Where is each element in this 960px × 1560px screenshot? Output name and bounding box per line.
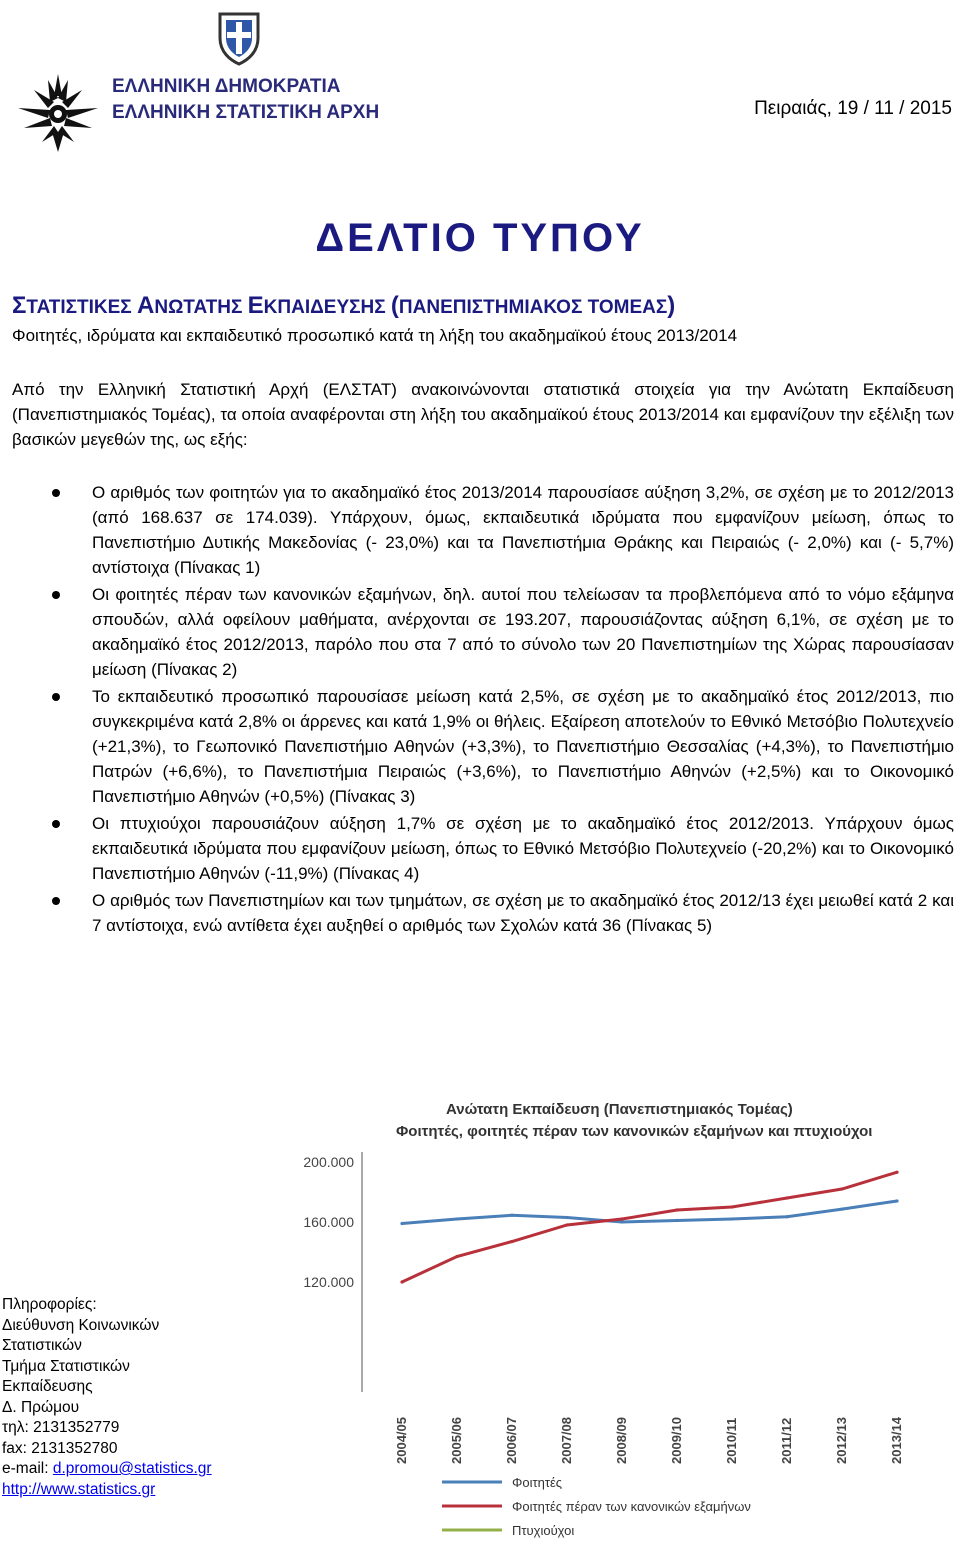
data-point [895,1199,898,1202]
legend-label: Φοιτητές [512,1475,563,1490]
list-item: Ο αριθμός των φοιτητών για το ακαδημαϊκό έτος 2013/2014 παρουσίασε αύξηση 3,2%, σε σχέση με το 2012/2013 (από 168.637 σε 174.039). Υπάρχουν, όμως, εκπαιδευτικά ιδρύματα που εμφανίζουν μείωση, όπως το Πανεπιστήμιο Δυτικής Μακεδονίας (- 23,0%) και τα Πανεπιστήμια Θράκης και Πειραιώς (- 2,0%) και (- 5,7%) αντίστοιχα (Πίνακας 1) [0,480,954,580]
legend-label: Πτυχιούχοι [512,1523,575,1538]
data-point [620,1220,623,1223]
x-tick-label: 2008/09 [614,1417,629,1464]
series-line-1 [402,1172,897,1282]
series-line-0 [402,1201,897,1224]
contact-line: Εκπαίδευσης [2,1378,93,1395]
subject-subtitle: Φοιτητές, ιδρύματα και εκπαιδευτικό προσωπικό κατά τη λήξη του ακαδημαϊκού έτους 2013/2014 [12,326,738,345]
release-date: Πειραιάς, 19 / 11 / 2015 [754,98,952,119]
x-tick-label: 2005/06 [449,1417,464,1464]
x-tick-label: 2009/10 [669,1417,684,1464]
website-link[interactable]: http://www.statistics.gr [2,1480,156,1498]
x-tick-label: 2010/11 [724,1417,739,1464]
contact-email-line: e-mail: d.promou@statistics.gr [2,1460,212,1477]
y-tick-label: 120.000 [303,1274,354,1290]
list-item: Οι πτυχιούχοι παρουσιάζουν αύξηση 1,7% σε σχέση με το ακαδημαϊκό έτος 2012/2013. Υπάρχουν όμως εκπαιδευτικά ιδρύματα που εμφανίζουν μείωση, όπως το Εθνικό Μετσόβιο Πολυτεχνείο (-20,2%) και το Οικονομικό Πανεπιστήμιο Αθηνών (-11,9%) (Πίνακας 4) [0,811,954,886]
findings-list [0,480,954,940]
phoenix-logo-icon [12,72,104,154]
x-tick-label: 2006/07 [504,1417,519,1464]
data-point [730,1217,733,1220]
x-tick-label: 2013/14 [889,1417,904,1464]
students-line-chart [292,1090,958,1560]
data-point [565,1216,568,1219]
intro-paragraph: Από την Ελληνική Στατιστική Αρχή (ΕΛΣΤΑΤ) ανακοινώνονται στατιστικά στοιχεία για την Ανώτατη Εκπαίδευση (Πανεπιστημιακός Τομέας), τα οποία αναφέρονται στη λήξη του ακαδημαϊκού έτους 2013/2014 και εμφανίζουν την εξέλιξη των βασικών μεγεθών της, ως εξής: [12,380,954,449]
y-tick-label: 200.000 [303,1154,354,1170]
data-point [730,1205,733,1208]
data-point [895,1171,898,1174]
x-tick-label: 2004/05 [394,1417,409,1464]
y-tick-labels [303,1154,354,1290]
list-item: Οι φοιτητές πέραν των κανονικών εξαμήνων, δηλ. αυτοί που τελείωσαν τα προβλεπόμενα από το νόμο εξάμηνα σπουδών, αλλά οφείλουν μαθήματα, ανέρχονται σε 193.207, παρουσιάζοντας αύξηση 6,1%, σε σχέση με το ακαδημαϊκό έτος 2012/2013, παρόλο που στα 7 από το σύνολο των 20 Πανεπιστημίων της Χώρας παρουσίασαν μείωση (Πίνακας 2) [0,582,954,682]
x-tick-label: 2007/08 [559,1417,574,1464]
chart-title: Ανώτατη Εκπαίδευση (Πανεπιστημιακός Τομέας) [446,1101,793,1118]
data-point [400,1222,403,1225]
data-point [785,1215,788,1218]
data-point [840,1208,843,1211]
data-point [675,1219,678,1222]
data-point [510,1214,513,1217]
list-item: Ο αριθμός των Πανεπιστημίων και των τμημάτων, σε σχέση με το ακαδημαϊκό έτος 2012/13 έχει μειωθεί κατά 2 και 7 αντίστοιχα, ενώ αντίθετα έχει αυξηθεί ο αριθμός των Σχολών κατά 36 (Πίνακας 5) [0,888,954,938]
contact-fax: fax: 2131352780 [2,1439,118,1457]
greek-coat-of-arms-icon [216,8,262,66]
list-item: Το εκπαιδευτικό προσωπικό παρουσίασε μείωση κατά 2,5%, σε σχέση με το ακαδημαϊκό έτος 2012/2013, πιο συγκεκριμένα κατά 2,8% οι άρρενες και κατά 1,9% οι θήλεις. Εξαίρεση αποτελούν το Εθνικό Μετσόβιο Πολυτεχνείο (+21,3%), το Γεωπονικό Πανεπιστήμιο Αθηνών (+3,3%), το Πανεπιστήμιο Θεσσαλίας (+4,3%), το Πανεπιστήμιο Πατρών (+6,6%), το Πανεπιστήμια Πειραιώς (+3,6%), το Πανεπιστήμιο Αθηνών (+2,5%) και το Οικονομικό Πανεπιστήμιο Αθηνών (+0,5%) (Πίνακας 3) [0,684,954,809]
y-tick-label: 160.000 [303,1214,354,1230]
contact-line: Πληροφορίες: [2,1296,97,1313]
contact-line: Δ. Πρώμου [2,1398,80,1416]
bullet-icon [52,820,60,828]
data-point [455,1255,458,1258]
data-point [620,1217,623,1220]
x-tick-label: 2011/12 [779,1417,794,1464]
chart-subtitle: Φοιτητές, φοιτητές πέραν των κανονικών εξαμήνων και πτυχιούχοι [396,1123,873,1140]
header-authority: ΕΛΛΗΝΙΚΗ ΣΤΑΤΙΣΤΙΚΗ ΑΡΧΗ [112,102,380,123]
data-point [510,1240,513,1243]
contact-line: Διεύθυνση Κοινωνικών [2,1316,160,1334]
series-lines [400,1171,898,1284]
press-release-title: ΔΕΛΤΙΟ ΤΥΠΟΥ [315,216,645,260]
data-point [840,1187,843,1190]
contact-phone: τηλ: 2131352779 [2,1419,120,1436]
contact-line: Στατιστικών [2,1337,82,1354]
contact-block [2,1295,212,1500]
bullet-icon [52,489,60,497]
data-point [785,1196,788,1199]
data-point [675,1208,678,1211]
legend-label: Φοιτητές πέραν των κανονικών εξαμήνων [512,1499,751,1514]
bullet-icon [52,591,60,599]
x-tick-label: 2012/13 [834,1417,849,1464]
email-link[interactable]: d.promou@statistics.gr [52,1460,212,1477]
header-republic: ΕΛΛΗΝΙΚΗ ΔΗΜΟΚΡΑΤΙΑ [112,76,341,97]
subject-heading: ΣΤΑΤΙΣΤΙΚΕΣ ΑΝΩΤΑΤΗΣ ΕΚΠΑΙΔΕΥΣΗΣ (ΠΑΝΕΠΙΣΤΗΜΙΑΚΟΣ ΤΟΜΕΑΣ) [12,292,676,319]
data-point [455,1217,458,1220]
bullet-icon [52,897,60,905]
data-point [400,1280,403,1283]
chart-legend [442,1475,751,1538]
x-tick-labels [394,1416,904,1464]
data-point [565,1223,568,1226]
bullet-icon [52,693,60,701]
contact-line: Τμήμα Στατιστικών [2,1357,130,1375]
